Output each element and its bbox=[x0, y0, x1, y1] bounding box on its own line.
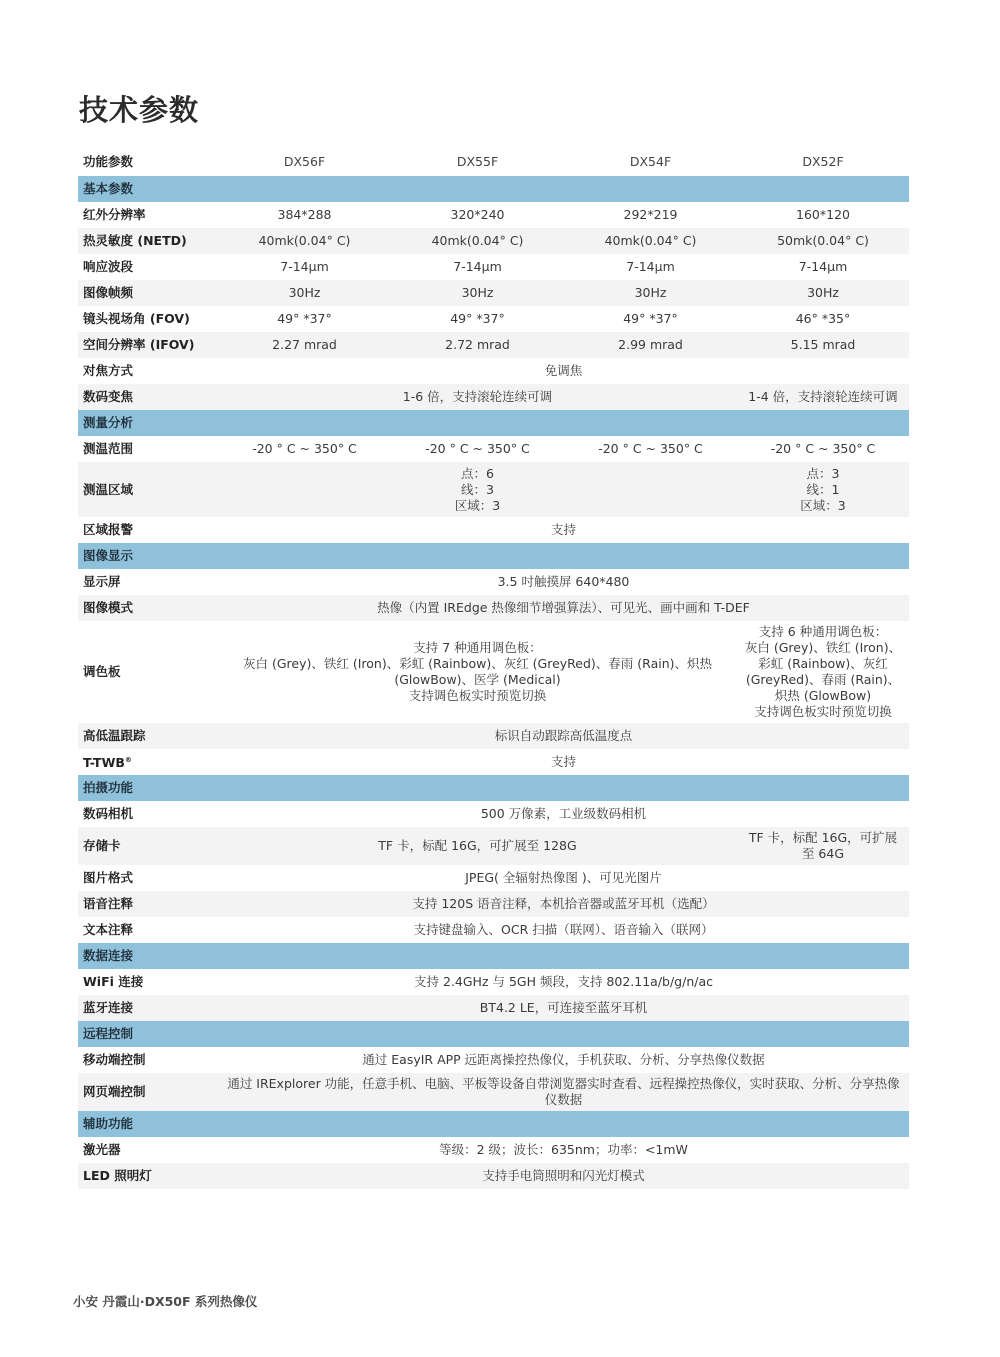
row-label: 文本注释 bbox=[78, 917, 218, 943]
table-row bbox=[78, 827, 909, 865]
cell-value: 49° *37° bbox=[218, 306, 391, 332]
cell-value: 40mk(0.04° C) bbox=[564, 228, 737, 254]
cell-line: (GlowBow)、医学 (Medical) bbox=[394, 672, 561, 687]
table-row bbox=[78, 384, 909, 410]
cell-value: 免调焦 bbox=[218, 358, 909, 384]
row-label: 热灵敏度 (NETD) bbox=[78, 228, 218, 254]
cell-value: 3.5 吋触摸屏 640*480 bbox=[218, 569, 909, 595]
section-row bbox=[78, 775, 909, 801]
table-row bbox=[78, 517, 909, 543]
table-row bbox=[78, 569, 909, 595]
row-label: LED 照明灯 bbox=[78, 1163, 218, 1189]
row-label: 镜头视场角 (FOV) bbox=[78, 306, 218, 332]
cell-value: 标识自动跟踪高低温度点 bbox=[218, 723, 909, 749]
table-row bbox=[78, 228, 909, 254]
cell-value: 40mk(0.04° C) bbox=[218, 228, 391, 254]
cell-value: 支持手电筒照明和闪光灯模式 bbox=[218, 1163, 909, 1189]
cell-value: 2.27 mrad bbox=[218, 332, 391, 358]
cell-value: 等级：2 级；波长：635nm；功率：<1mW bbox=[218, 1137, 909, 1163]
row-label: 对焦方式 bbox=[78, 358, 218, 384]
section-row bbox=[78, 1111, 909, 1137]
cell-value: 500 万像素，工业级数码相机 bbox=[218, 801, 909, 827]
cell-value: TF 卡，标配 16G，可扩展至 64G bbox=[737, 827, 909, 865]
section-title: 基本参数 bbox=[78, 176, 909, 202]
table-row bbox=[78, 801, 909, 827]
table-row bbox=[78, 595, 909, 621]
cell-value: TF 卡，标配 16G，可扩展至 128G bbox=[218, 827, 737, 865]
table-row bbox=[78, 1047, 909, 1073]
cell-value: JPEG( 全辐射热像图 )、可见光图片 bbox=[218, 865, 909, 891]
section-title: 测量分析 bbox=[78, 410, 909, 436]
cell-value: 292*219 bbox=[564, 202, 737, 228]
model-header: DX56F bbox=[218, 148, 391, 176]
section-title: 图像显示 bbox=[78, 543, 909, 569]
cell-line: 区域：3 bbox=[454, 497, 501, 513]
row-label: 测温范围 bbox=[78, 436, 218, 462]
table-row bbox=[78, 917, 909, 943]
cell-value bbox=[218, 621, 737, 723]
table-row bbox=[78, 969, 909, 995]
table-row bbox=[78, 202, 909, 228]
cell-value: 384*288 bbox=[218, 202, 391, 228]
row-label-text: T-TWB bbox=[83, 755, 125, 771]
table-row bbox=[78, 621, 909, 723]
cell-line: 区域：3 bbox=[800, 497, 846, 513]
row-label: 空间分辨率 (IFOV) bbox=[78, 332, 218, 358]
row-label: 图片格式 bbox=[78, 865, 218, 891]
cell-value bbox=[218, 462, 737, 517]
table-row bbox=[78, 723, 909, 749]
cell-value: 30Hz bbox=[564, 280, 737, 306]
cell-value: 49° *37° bbox=[391, 306, 564, 332]
spec-table bbox=[78, 148, 909, 1189]
cell-value: 50mk(0.04° C) bbox=[737, 228, 909, 254]
cell-value: 5.15 mrad bbox=[737, 332, 909, 358]
cell-value: 1-4 倍，支持滚轮连续可调 bbox=[737, 384, 909, 410]
cell-value: 30Hz bbox=[737, 280, 909, 306]
cell-value: -20 ° C ~ 350° C bbox=[391, 436, 564, 462]
page-footer: 小安 丹霞山·DX50F 系列热像仪 bbox=[73, 1294, 258, 1309]
table-row bbox=[78, 254, 909, 280]
cell-value: 热像（内置 IREdge 热像细节增强算法）、可见光、画中画和 T-DEF bbox=[218, 595, 909, 621]
model-header: DX54F bbox=[564, 148, 737, 176]
row-label: 移动端控制 bbox=[78, 1047, 218, 1073]
registered-mark: ® bbox=[124, 756, 132, 765]
table-row bbox=[78, 436, 909, 462]
section-row bbox=[78, 410, 909, 436]
cell-value: 通过 IRExplorer 功能，任意手机、电脑、平板等设备自带浏览器实时查看、远程操控热像仪，实时获取、分析、分享热像仪数据 bbox=[218, 1073, 909, 1111]
header-label: 功能参数 bbox=[78, 148, 218, 176]
section-row bbox=[78, 176, 909, 202]
row-label: 存储卡 bbox=[78, 827, 218, 865]
row-label: 测温区域 bbox=[78, 462, 218, 517]
cell-line: 炽热 (GlowBow) bbox=[774, 688, 872, 703]
row-label: 激光器 bbox=[78, 1137, 218, 1163]
row-label: 图像帧频 bbox=[78, 280, 218, 306]
cell-value: 1-6 倍，支持滚轮连续可调 bbox=[218, 384, 737, 410]
cell-value: 7-14μm bbox=[564, 254, 737, 280]
cell-value: 支持键盘输入、OCR 扫描（联网）、语音输入（联网） bbox=[218, 917, 909, 943]
table-row bbox=[78, 1137, 909, 1163]
cell-value: -20 ° C ~ 350° C bbox=[564, 436, 737, 462]
cell-value: 7-14μm bbox=[391, 254, 564, 280]
row-label: 响应波段 bbox=[78, 254, 218, 280]
row-label: 显示屏 bbox=[78, 569, 218, 595]
cell-value: 支持 120S 语音注释，本机拾音器或蓝牙耳机（选配） bbox=[218, 891, 909, 917]
cell-value: 40mk(0.04° C) bbox=[391, 228, 564, 254]
cell-value: 160*120 bbox=[737, 202, 909, 228]
table-row bbox=[78, 865, 909, 891]
cell-line: 支持调色板实时预览切换 bbox=[408, 688, 547, 703]
cell-value: 2.99 mrad bbox=[564, 332, 737, 358]
page-title: 技术参数 bbox=[79, 93, 200, 127]
cell-value bbox=[737, 621, 909, 723]
cell-value: 通过 EasyIR APP 远距离操控热像仪，手机获取、分析、分享热像仪数据 bbox=[218, 1047, 909, 1073]
row-label bbox=[78, 749, 218, 775]
row-label: 蓝牙连接 bbox=[78, 995, 218, 1021]
cell-line: (GreyRed)、春雨 (Rain)、 bbox=[745, 672, 901, 687]
table-row bbox=[78, 306, 909, 332]
cell-line: 线：3 bbox=[461, 481, 494, 497]
table-row bbox=[78, 891, 909, 917]
cell-value: -20 ° C ~ 350° C bbox=[218, 436, 391, 462]
row-label: 图像模式 bbox=[78, 595, 218, 621]
table-row bbox=[78, 280, 909, 306]
cell-value: 支持 bbox=[218, 517, 909, 543]
cell-line: 支持 7 种通用调色板： bbox=[413, 640, 542, 655]
cell-value: -20 ° C ~ 350° C bbox=[737, 436, 909, 462]
section-row bbox=[78, 1021, 909, 1047]
row-label: 红外分辨率 bbox=[78, 202, 218, 228]
cell-value bbox=[737, 462, 909, 517]
table-row bbox=[78, 462, 909, 517]
row-label: 高低温跟踪 bbox=[78, 723, 218, 749]
cell-value: 46° *35° bbox=[737, 306, 909, 332]
table-row bbox=[78, 1163, 909, 1189]
cell-line: 点：6 bbox=[461, 465, 494, 481]
cell-value: 49° *37° bbox=[564, 306, 737, 332]
row-label: WiFi 连接 bbox=[78, 969, 218, 995]
section-row bbox=[78, 943, 909, 969]
row-label: 语音注释 bbox=[78, 891, 218, 917]
section-title: 远程控制 bbox=[78, 1021, 909, 1047]
section-title: 数据连接 bbox=[78, 943, 909, 969]
section-row bbox=[78, 543, 909, 569]
row-label: 数码相机 bbox=[78, 801, 218, 827]
cell-line: 线：1 bbox=[806, 481, 840, 497]
section-title: 辅助功能 bbox=[78, 1111, 909, 1137]
table-row bbox=[78, 995, 909, 1021]
section-title: 拍摄功能 bbox=[78, 775, 909, 801]
model-header: DX52F bbox=[737, 148, 909, 176]
cell-line: 彩虹 (Rainbow)、灰红 bbox=[758, 656, 888, 671]
cell-line: 支持调色板实时预览切换 bbox=[754, 704, 892, 719]
cell-line: 灰白 (Grey)、铁红 (Iron)、彩虹 (Rainbow)、灰红 (GreyRed)、春雨 (Rain)、炽热 bbox=[242, 656, 713, 671]
row-label: 区域报警 bbox=[78, 517, 218, 543]
cell-line: 灰白 (Grey)、铁红 (Iron)、 bbox=[744, 640, 902, 655]
cell-value: 7-14μm bbox=[218, 254, 391, 280]
row-label: 数码变焦 bbox=[78, 384, 218, 410]
row-label: 网页端控制 bbox=[78, 1073, 218, 1111]
cell-value: 支持 bbox=[218, 749, 909, 775]
cell-value: 2.72 mrad bbox=[391, 332, 564, 358]
table-row bbox=[78, 1073, 909, 1111]
row-label: 调色板 bbox=[78, 621, 218, 723]
table-row bbox=[78, 358, 909, 384]
cell-line: 支持 6 种通用调色板： bbox=[758, 624, 888, 639]
table-row bbox=[78, 332, 909, 358]
cell-value: 30Hz bbox=[218, 280, 391, 306]
cell-value: 320*240 bbox=[391, 202, 564, 228]
table-row bbox=[78, 749, 909, 775]
cell-value: 支持 2.4GHz 与 5GH 频段，支持 802.11a/b/g/n/ac bbox=[218, 969, 909, 995]
cell-value: BT4.2 LE，可连接至蓝牙耳机 bbox=[218, 995, 909, 1021]
model-header: DX55F bbox=[391, 148, 564, 176]
table-header-row bbox=[78, 148, 909, 176]
cell-value: 7-14μm bbox=[737, 254, 909, 280]
cell-value: 30Hz bbox=[391, 280, 564, 306]
cell-line: 点：3 bbox=[806, 465, 840, 481]
